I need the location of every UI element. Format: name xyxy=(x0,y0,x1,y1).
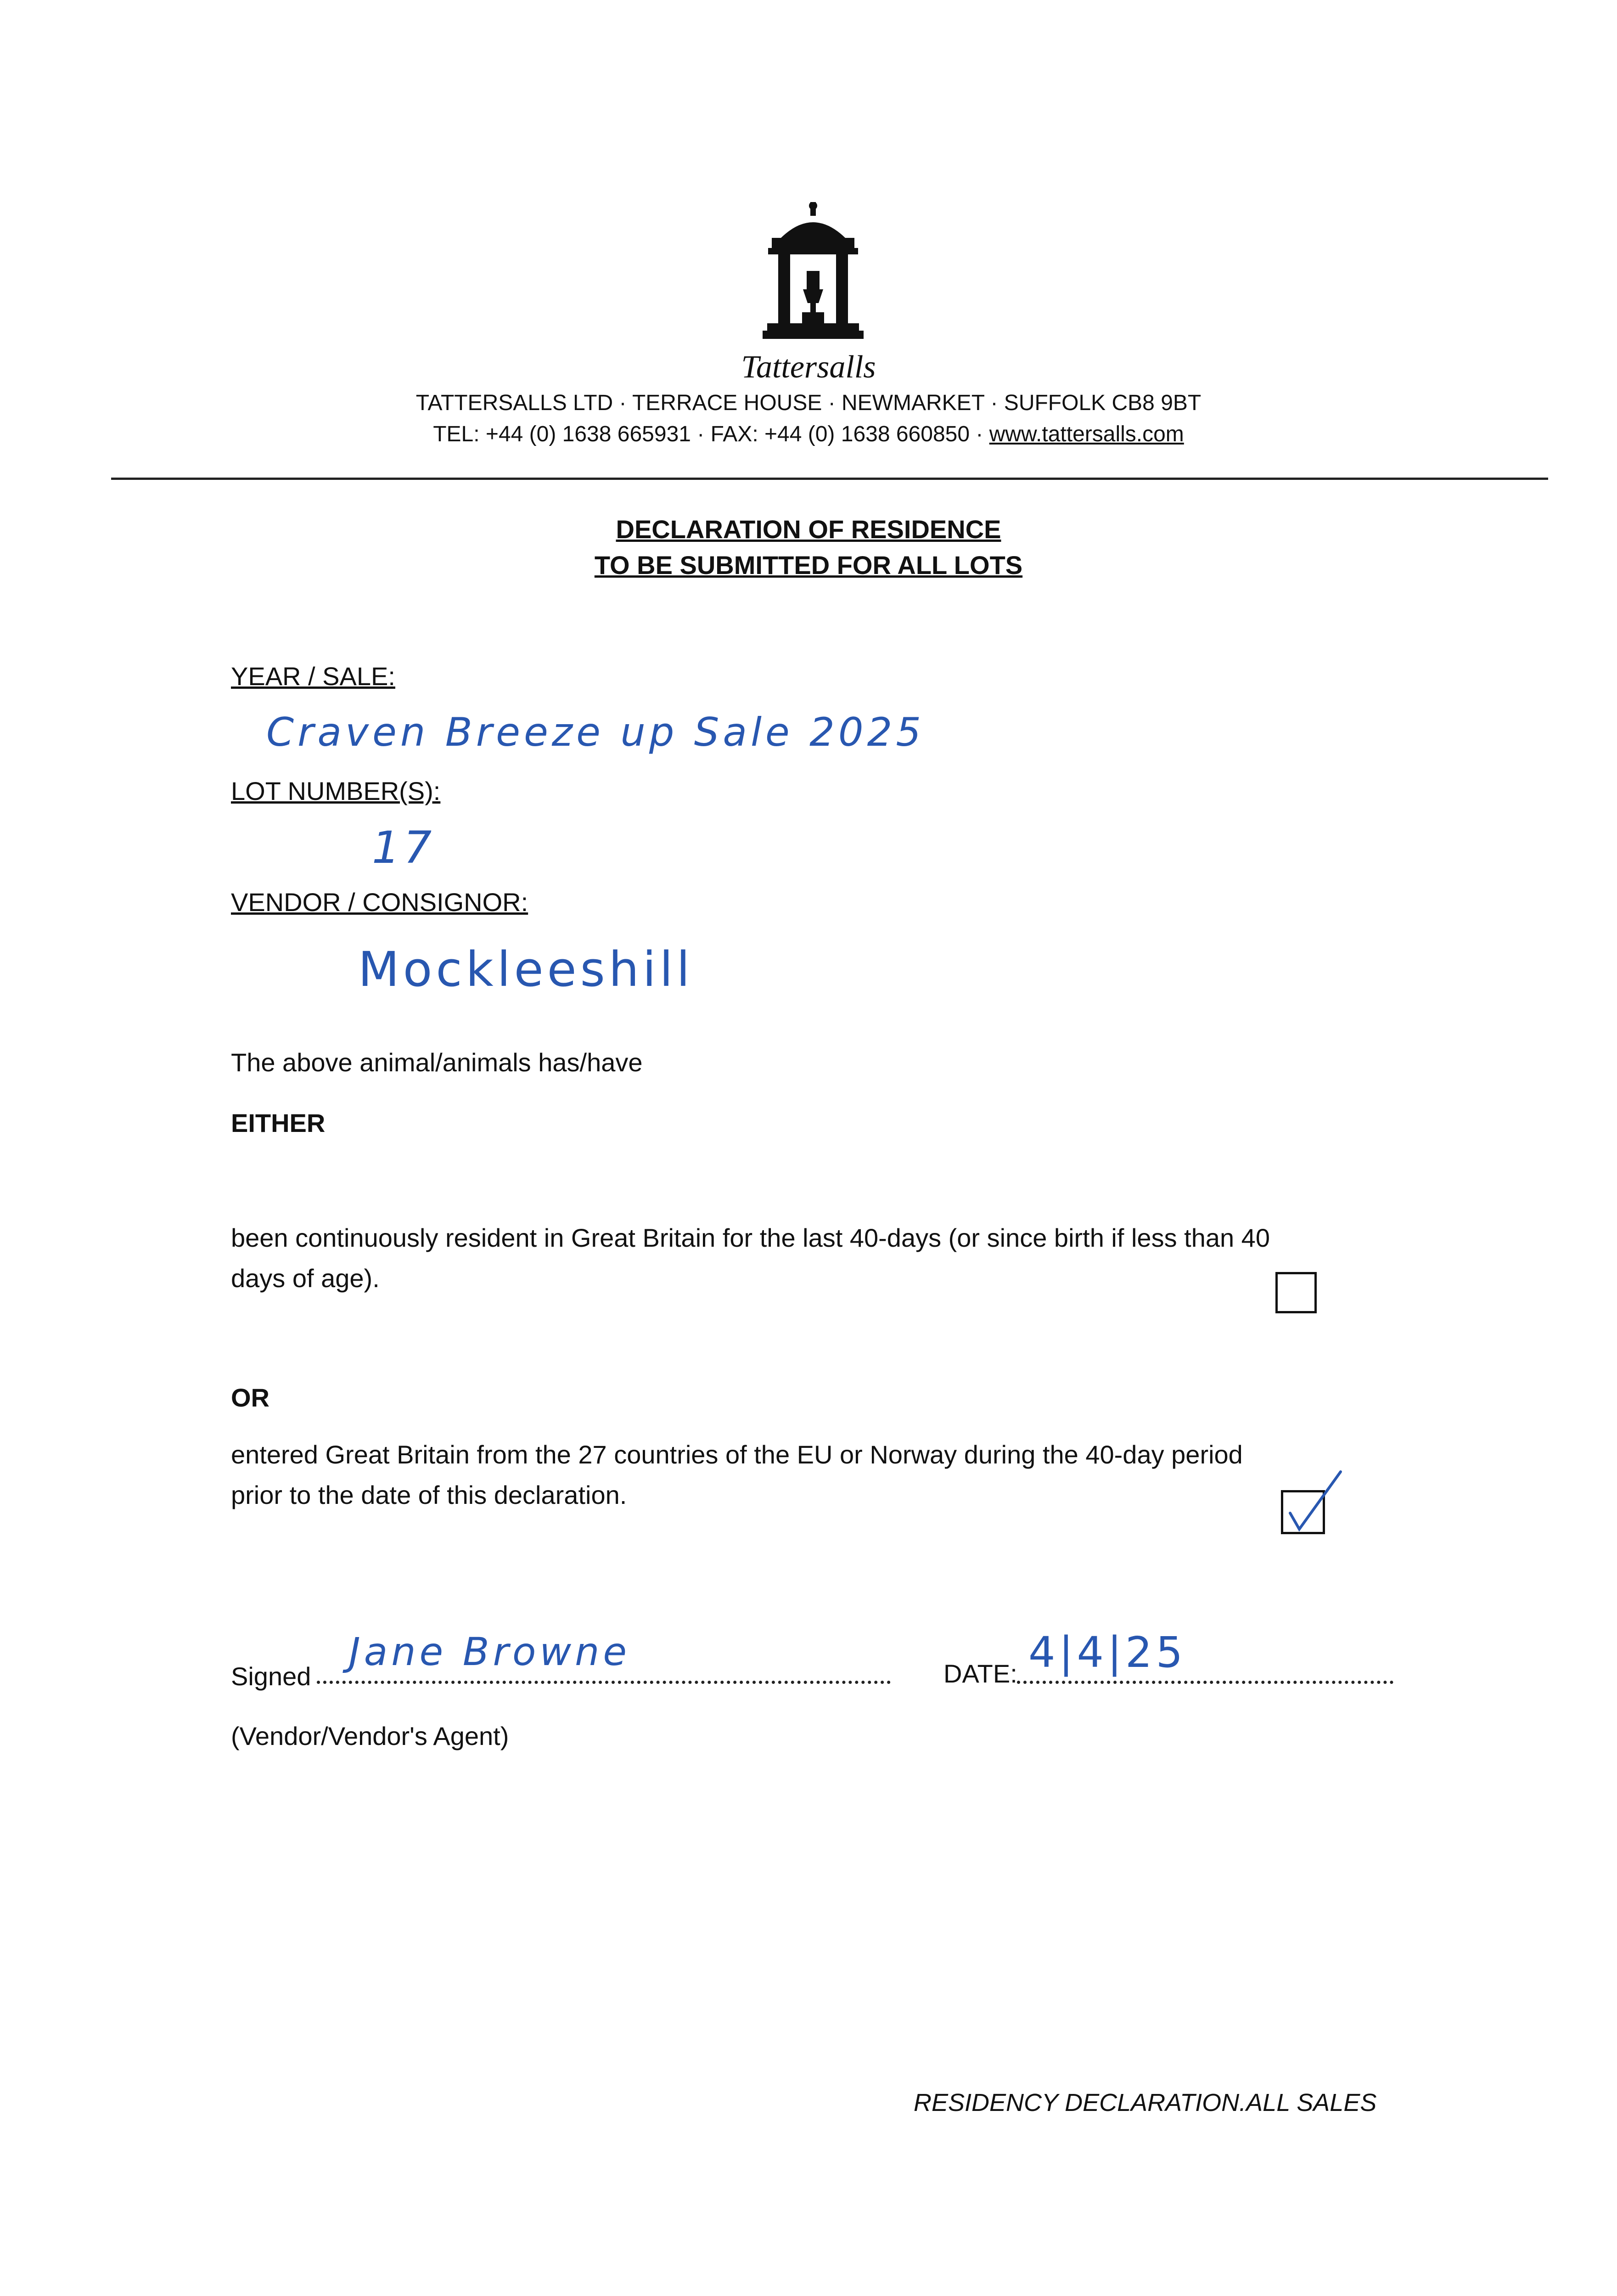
form-reference: RESIDENCY DECLARATION.ALL SALES xyxy=(914,2089,1377,2116)
declaration-intro: The above animal/animals has/have xyxy=(231,1048,643,1077)
vendor-role-caption: (Vendor/Vendor's Agent) xyxy=(231,1722,509,1750)
option1-line1: been continuously resident in Great Britain for the last 40-days (or since birth if less than 40 xyxy=(231,1223,1270,1252)
document-title: DECLARATION OF RESIDENCE xyxy=(616,515,1001,544)
contact-line xyxy=(0,422,1617,447)
header-divider xyxy=(111,478,1548,480)
vendor-label: VENDOR / CONSIGNOR: xyxy=(231,888,528,917)
signed-label: Signed xyxy=(231,1662,311,1691)
contact-phone-fax: TEL: +44 (0) 1638 665931 · FAX: +44 (0) 1638 660850 · xyxy=(433,422,989,446)
website-link[interactable]: www.tattersalls.com xyxy=(989,422,1184,446)
or-label: OR xyxy=(231,1383,270,1412)
document-subtitle: TO BE SUBMITTED FOR ALL LOTS xyxy=(594,551,1023,580)
signature-line xyxy=(317,1681,891,1684)
lot-numbers-label: LOT NUMBER(S): xyxy=(231,777,441,805)
signature-value[interactable]: Jane Browne xyxy=(349,1629,631,1674)
option2-line2: prior to the date of this declaration. xyxy=(231,1480,627,1509)
date-label: DATE: xyxy=(943,1659,1017,1688)
date-value[interactable]: 4|4|25 xyxy=(1028,1628,1187,1677)
date-line xyxy=(1017,1681,1393,1684)
option1-checkbox[interactable] xyxy=(1275,1272,1317,1313)
vendor-value[interactable]: Mockleeshill xyxy=(358,941,694,997)
year-sale-value[interactable]: Craven Breeze up Sale 2025 xyxy=(266,709,925,755)
year-sale-label: YEAR / SALE: xyxy=(231,662,395,691)
either-label: EITHER xyxy=(231,1109,326,1137)
option2-checkbox[interactable] xyxy=(1281,1490,1325,1534)
brand-name: Tattersalls xyxy=(741,349,876,385)
option2-line1: entered Great Britain from the 27 countries of the EU or Norway during the 40-day period xyxy=(231,1440,1243,1469)
checkmark-icon xyxy=(1279,1469,1348,1534)
option1-line2: days of age). xyxy=(231,1264,380,1293)
address-line: TATTERSALLS LTD · TERRACE HOUSE · NEWMARKET · SUFFOLK CB8 9BT xyxy=(415,391,1202,415)
tattersalls-logo xyxy=(763,202,864,354)
lot-numbers-value[interactable]: 17 xyxy=(372,822,436,873)
